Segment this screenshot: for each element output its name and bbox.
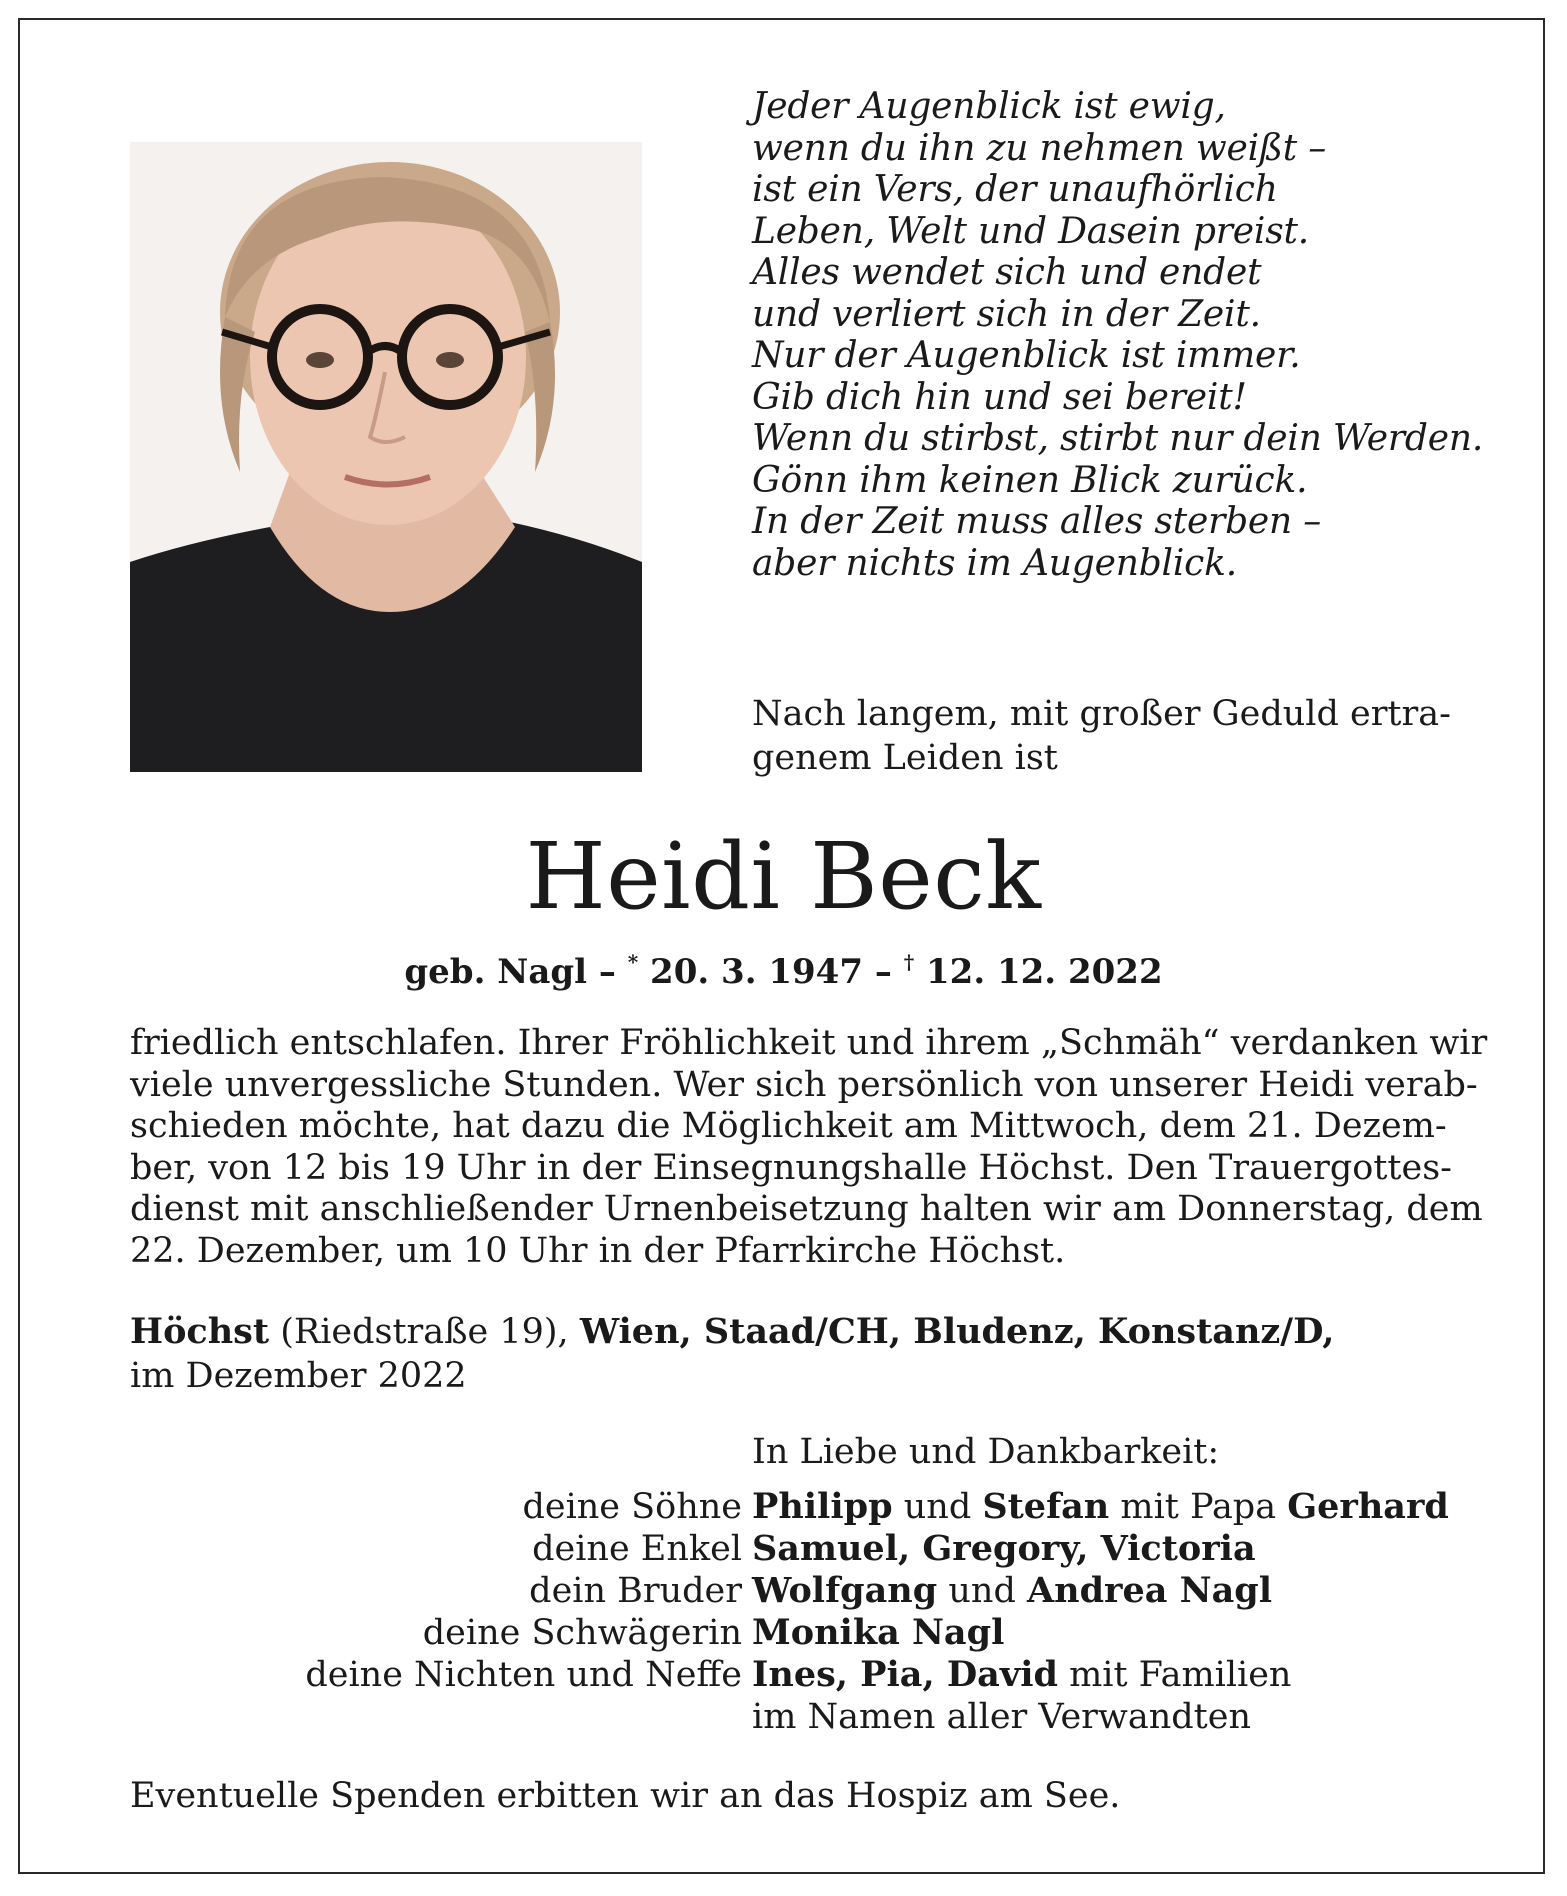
family-name-text: im Namen aller Verwandten bbox=[752, 1697, 1251, 1737]
family-row bbox=[0, 1612, 1567, 1654]
announcement-body bbox=[130, 1023, 1487, 1273]
birth-symbol: * bbox=[627, 950, 639, 974]
poem-line: Wenn du stirbst, stirbt nur dein Werden. bbox=[752, 418, 1484, 459]
body-line: schieden möchte, hat dazu die Möglichkeit am Mittwoch, dem 21. Dezem- bbox=[130, 1106, 1447, 1147]
family-names bbox=[752, 1486, 1449, 1528]
poem-line: aber nichts im Augenblick. bbox=[752, 542, 1238, 584]
life-dates bbox=[0, 940, 1567, 994]
poem-line: Alles wendet sich und endet bbox=[752, 252, 1262, 293]
intro-line: genem Leiden ist bbox=[752, 738, 1058, 778]
family-relation: deine Schwägerin bbox=[422, 1613, 742, 1653]
family-row bbox=[0, 1528, 1567, 1570]
poem-line: Nur der Augenblick ist immer. bbox=[752, 335, 1301, 376]
family-name-bold: Wolfgang bbox=[752, 1570, 938, 1611]
place-date: im Dezember 2022 bbox=[130, 1356, 467, 1396]
place-cities: Wien, Staad/CH, Bludenz, Konstanz/D, bbox=[579, 1311, 1335, 1352]
family-name-bold: Gerhard bbox=[1287, 1486, 1449, 1527]
intro-line: Nach langem, mit großer Geduld ertra- bbox=[752, 694, 1451, 734]
family-name-bold: Stefan bbox=[982, 1486, 1110, 1527]
poem-line: Leben, Welt und Dasein preist. bbox=[752, 210, 1309, 252]
body-line: ber, von 12 bis 19 Uhr in der Einsegnungshalle Höchst. Den Trauergottes- bbox=[130, 1147, 1452, 1188]
family-row bbox=[0, 1654, 1567, 1696]
death-date: 12. 12. 2022 bbox=[926, 952, 1163, 992]
family-name-bold: Philipp bbox=[752, 1486, 893, 1527]
family-relation: deine Nichten und Neffe bbox=[305, 1655, 742, 1695]
family-names bbox=[752, 1696, 1251, 1738]
body-line: dienst mit anschließender Urnenbeisetzung halten wir am Donnerstag, dem bbox=[130, 1189, 1483, 1230]
family-name-bold: Monika Nagl bbox=[752, 1612, 1005, 1653]
poem-line: wenn du ihn zu nehmen weißt – bbox=[752, 127, 1327, 169]
family-names bbox=[752, 1612, 1004, 1654]
place-and-date bbox=[130, 1310, 1334, 1398]
family-name-text: und bbox=[937, 1571, 1027, 1611]
place-town: Höchst bbox=[130, 1311, 270, 1352]
family-row bbox=[0, 1570, 1567, 1612]
separator: – bbox=[874, 952, 892, 992]
family-relation: dein Bruder bbox=[529, 1571, 742, 1611]
family-name-text: mit Papa bbox=[1109, 1487, 1288, 1527]
family-name-text: und bbox=[892, 1487, 983, 1527]
birth-date: 20. 3. 1947 bbox=[650, 952, 863, 992]
poem-line: ist ein Vers, der unaufhörlich bbox=[752, 169, 1278, 210]
family-names bbox=[752, 1570, 1272, 1612]
family-names bbox=[752, 1528, 1256, 1570]
poem-line: und verliert sich in der Zeit. bbox=[752, 293, 1261, 335]
family-relation: deine Söhne bbox=[522, 1487, 742, 1527]
place-address: (Riedstraße 19), bbox=[280, 1312, 569, 1352]
family-row bbox=[0, 1486, 1567, 1528]
separator: – bbox=[598, 952, 616, 992]
intro-text bbox=[752, 692, 1451, 780]
family-relation: deine Enkel bbox=[532, 1529, 742, 1569]
portrait-photo bbox=[130, 142, 642, 772]
deceased-name: Heidi Beck bbox=[525, 823, 1042, 930]
body-line: viele unvergessliche Stunden. Wer sich persönlich von unserer Heidi verab- bbox=[130, 1064, 1478, 1105]
body-line: friedlich entschlafen. Ihrer Fröhlichkeit und ihrem „Schmäh“ verdanken wir bbox=[130, 1023, 1488, 1063]
poem bbox=[752, 86, 1483, 584]
poem-line: Gönn ihm keinen Blick zurück. bbox=[752, 459, 1308, 501]
poem-line: Jeder Augenblick ist ewig, bbox=[752, 86, 1226, 127]
poem-line: Gib dich hin und sei bereit! bbox=[752, 376, 1247, 418]
birth-name: geb. Nagl bbox=[404, 952, 588, 992]
thanks-line: In Liebe und Dankbarkeit: bbox=[752, 1432, 1220, 1472]
family-name-bold: Andrea Nagl bbox=[1026, 1570, 1273, 1611]
donation-note: Eventuelle Spenden erbitten wir an das Hospiz am See. bbox=[130, 1776, 1121, 1816]
family-list bbox=[0, 1486, 1567, 1738]
family-row bbox=[0, 1696, 1567, 1738]
family-name-bold: Ines, Pia, David bbox=[752, 1654, 1058, 1695]
family-name-bold: Samuel, Gregory, Victoria bbox=[752, 1528, 1256, 1569]
family-name-text: mit Familien bbox=[1057, 1655, 1292, 1695]
poem-line: In der Zeit muss alles sterben – bbox=[752, 501, 1322, 542]
family-names bbox=[752, 1654, 1291, 1696]
death-symbol: † bbox=[903, 950, 915, 974]
body-line: 22. Dezember, um 10 Uhr in der Pfarrkirche Höchst. bbox=[130, 1230, 1066, 1271]
